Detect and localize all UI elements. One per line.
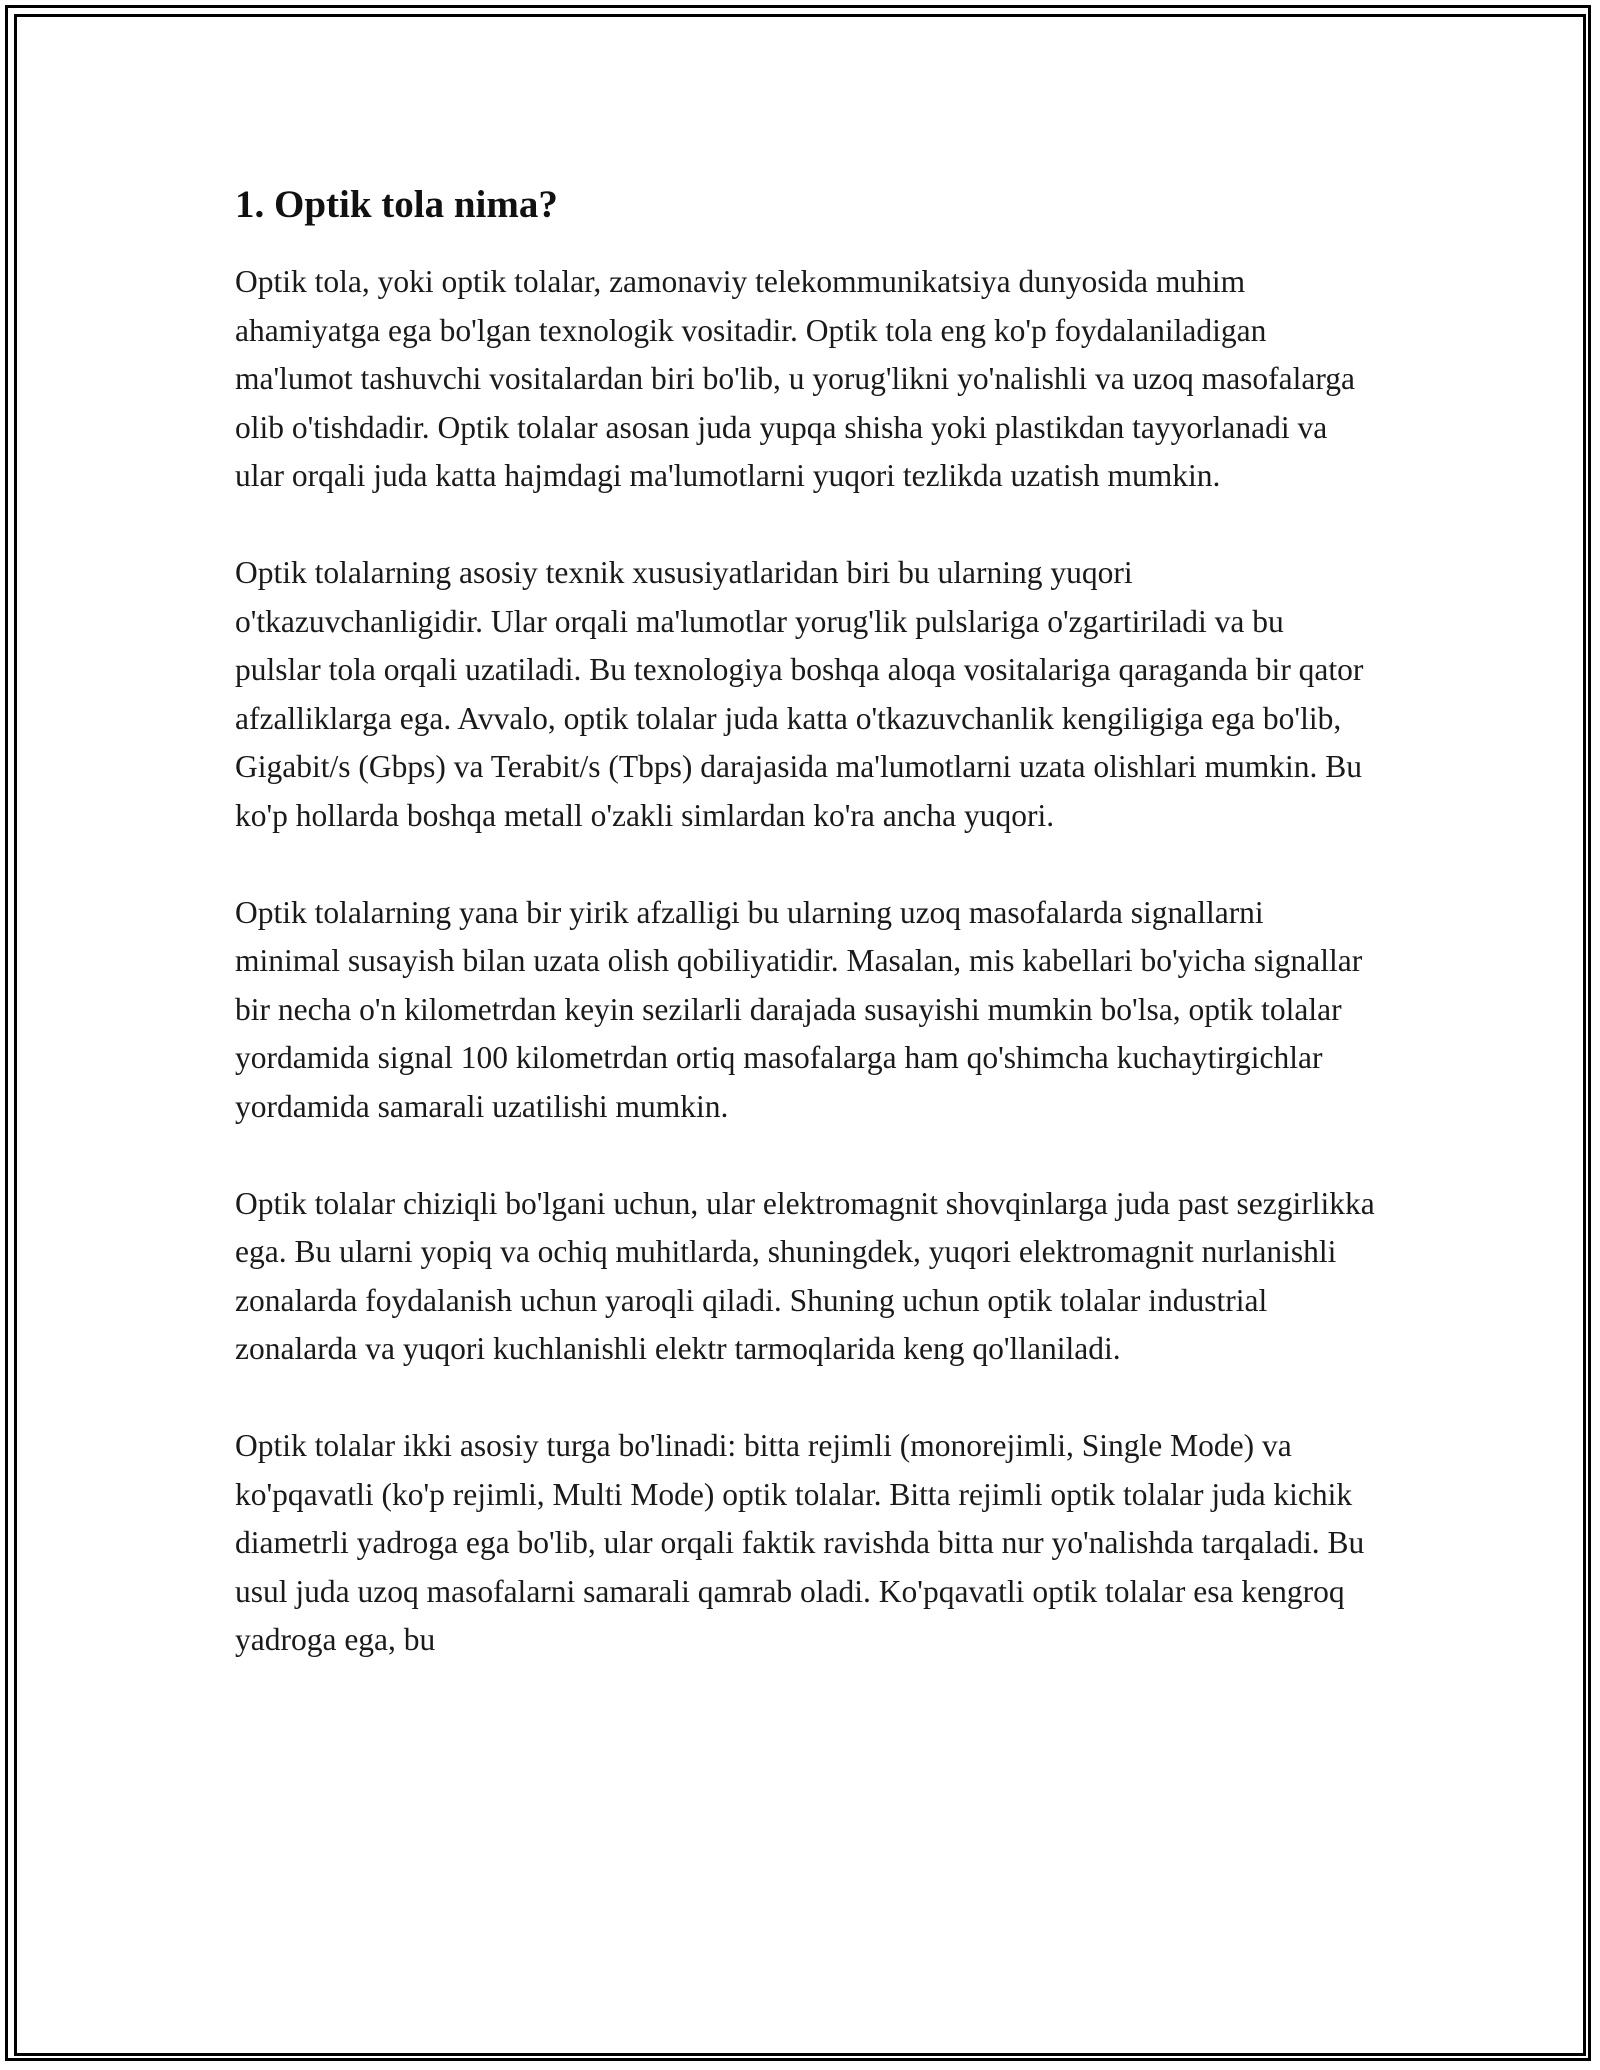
paragraph-5: Optik tolalar ikki asosiy turga bo'linadi: bitta rejimli (monorejimli, Single Mode) va ko'pqavatli (ko'p rejimli, Multi Mode) optik tolalar. Bitta rejimli optik tolalar juda kichik diametrli yadroga ega bo'lib, ular orqali faktik ravishda bitta nur yo'nalishda tarqaladi. Bu usul juda uzoq masofalarni samarali qamrab oladi. Ko'pqavatli optik tolalar esa kengroq yadroga ega, bu <box>235 1428 1365 1657</box>
paragraph-3: Optik tolalarning yana bir yirik afzalligi bu ularning uzoq masofalarda signallarni minimal susayish bilan uzata olish qobiliyatidir. Masalan, mis kabellari bo'yicha signallar bir necha o'n kilometrdan keyin sezilarli darajada susayishi mumkin bo'lsa, optik tolalar yordamida signal 100 kilometrdan ortiq masofalarga ham qo'shimcha kuchaytirgichlar yordamida samarali uzatilishi mumkin. <box>235 894 1363 1124</box>
document-body <box>235 180 1375 1713</box>
paragraph-2: Optik tolalarning asosiy texnik xususiyatlaridan biri bu ularning yuqori o'tkazuvchanligidir. Ular orqali ma'lumotlar yorug'lik pulslariga o'zgartiriladi va bu pulslar tola orqali uzatiladi. Bu texnologiya boshqa aloqa vositalariga qaraganda bir qator afzalliklarga ega. Avvalo, optik tolalar juda katta o'tkazuvchanlik kengiligiga ega bo'lib, Gigabit/s (Gbps) va Terabit/s (Tbps) darajasida ma'lumotlarni uzata olishlari mumkin. Bu ko'p hollarda boshqa metall o'zakli simlardan ko'ra ancha yuqori. <box>235 555 1364 833</box>
paragraph-4: Optik tolalar chiziqli bo'lgani uchun, ular elektromagnit shovqinlarga juda past sezgirlikka ega. Bu ularni yopiq va ochiq muhitlarda, shuningdek, yuqori elektromagnit nurlanishli zonalarda foydalanish uchun yaroqli qiladi. Shuning uchun optik tolalar industrial zonalarda va yuqori kuchlanishli elektr tarmoqlarida keng qo'llaniladi. <box>235 1185 1375 1366</box>
section-heading: 1. Optik tola nima? <box>235 183 558 226</box>
paragraph-1: Optik tola, yoki optik tolalar, zamonaviy telekommunikatsiya dunyosida muhim ahamiyatga ega bo'lgan texnologik vositadir. Optik tola eng ko'p foydalaniladigan ma'lumot tashuvchi vositalardan biri bo'lib, u yorug'likni yo'nalishli va uzoq masofalarga olib o'tishdadir. Optik tolalar asosan juda yupqa shisha yoki plastikdan tayyorlanadi va ular orqali juda katta hajmdagi ma'lumotlarni yuqori tezlikda uzatish mumkin. <box>235 264 1356 493</box>
